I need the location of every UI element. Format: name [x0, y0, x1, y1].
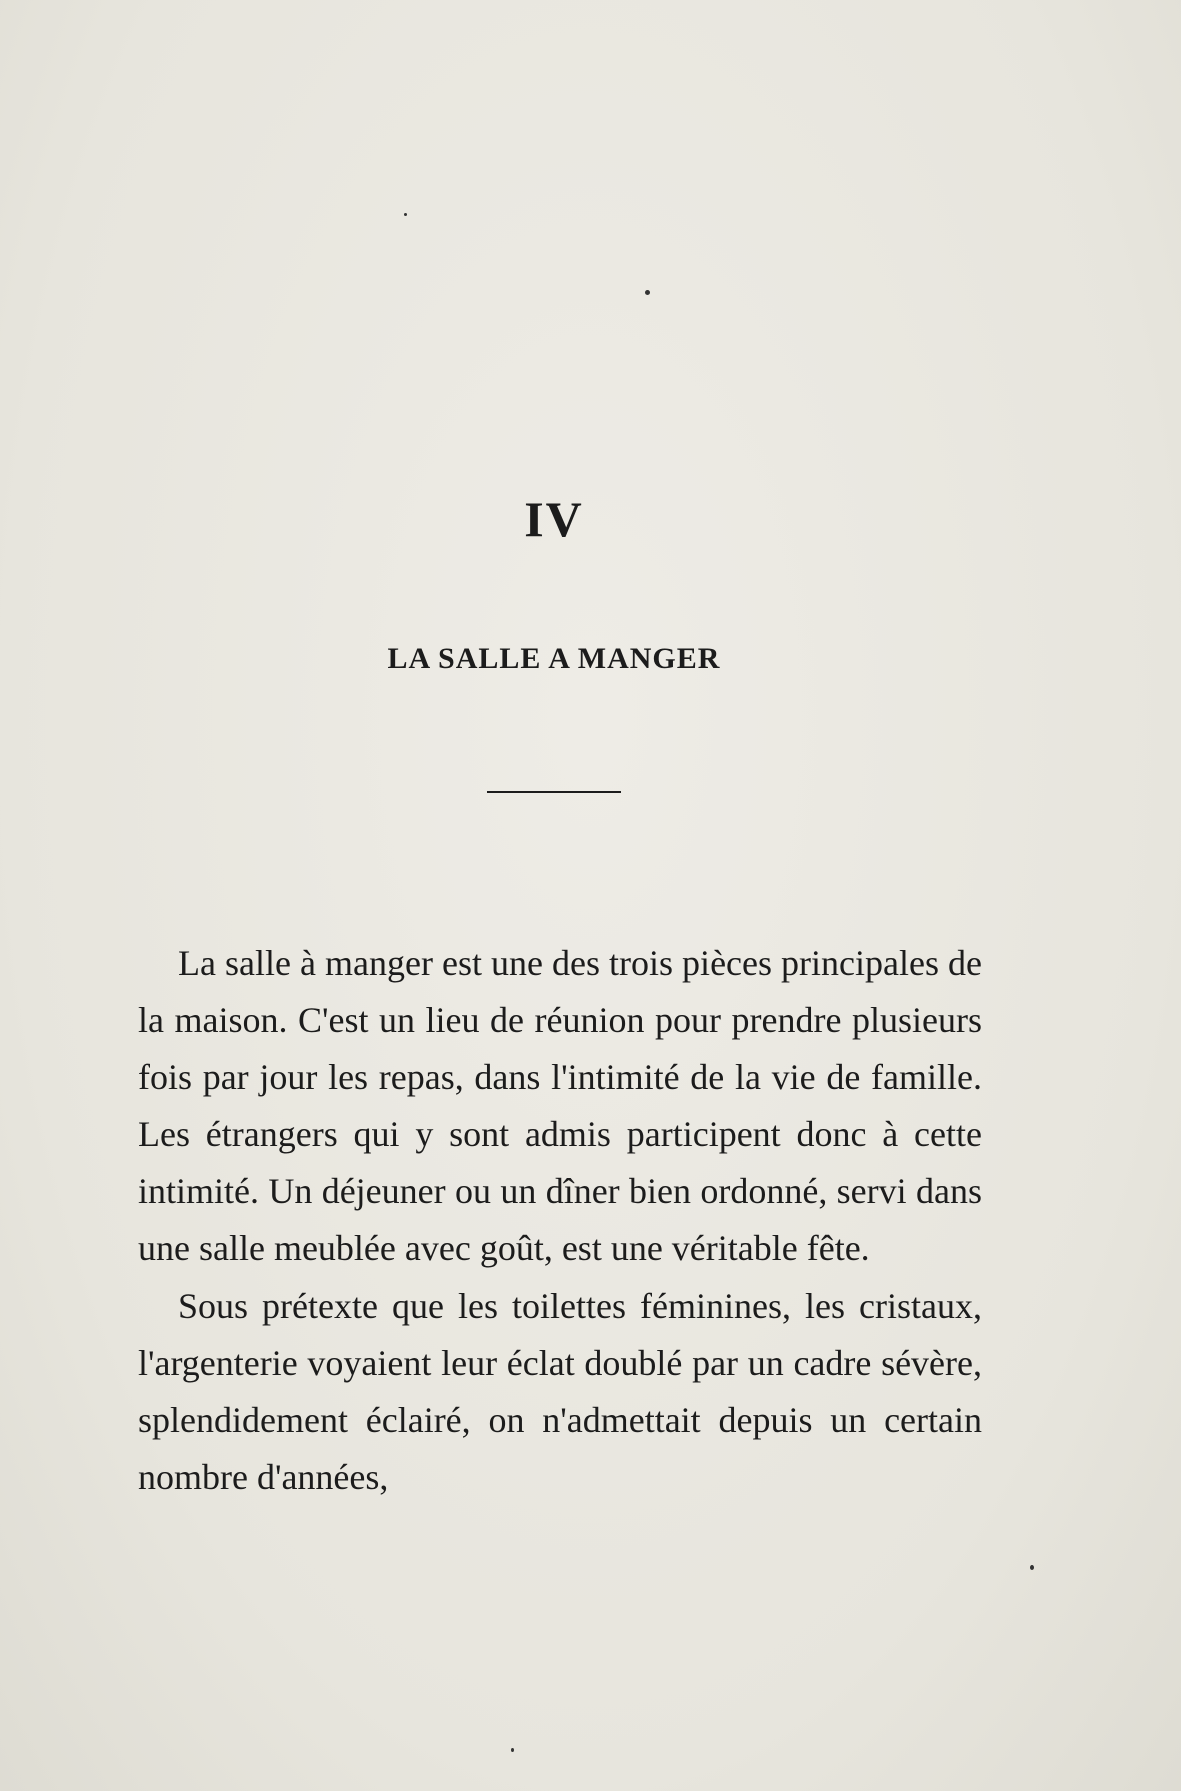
- ink-speck: [404, 213, 407, 216]
- ink-speck: [1030, 1565, 1034, 1570]
- chapter-title: LA SALLE A MANGER: [387, 642, 721, 675]
- paragraph-1: La salle à manger est une des trois pièces principales de la maison. C'est un lieu de réunion pour prendre plusieurs fois par jour les repas, dans l'intimité de la vie de famille. Les étrangers qui y sont admis participent donc à cette intimité. Un déjeuner ou un dîner bien ordonné, servi dans une salle meublée avec goût, est une véritable fête.: [138, 943, 982, 1269]
- ink-speck: [645, 290, 650, 295]
- body-text: [138, 935, 982, 1506]
- title-rule: [487, 791, 621, 793]
- ink-speck: [511, 1748, 514, 1752]
- chapter-number: IV: [524, 491, 584, 547]
- paragraph-2: Sous prétexte que les toilettes féminines, les cristaux, l'argenterie voyaient leur éclat doublé par un cadre sévère, splendidement éclairé, on n'admettait depuis un certain nombre d'années,: [138, 1285, 982, 1497]
